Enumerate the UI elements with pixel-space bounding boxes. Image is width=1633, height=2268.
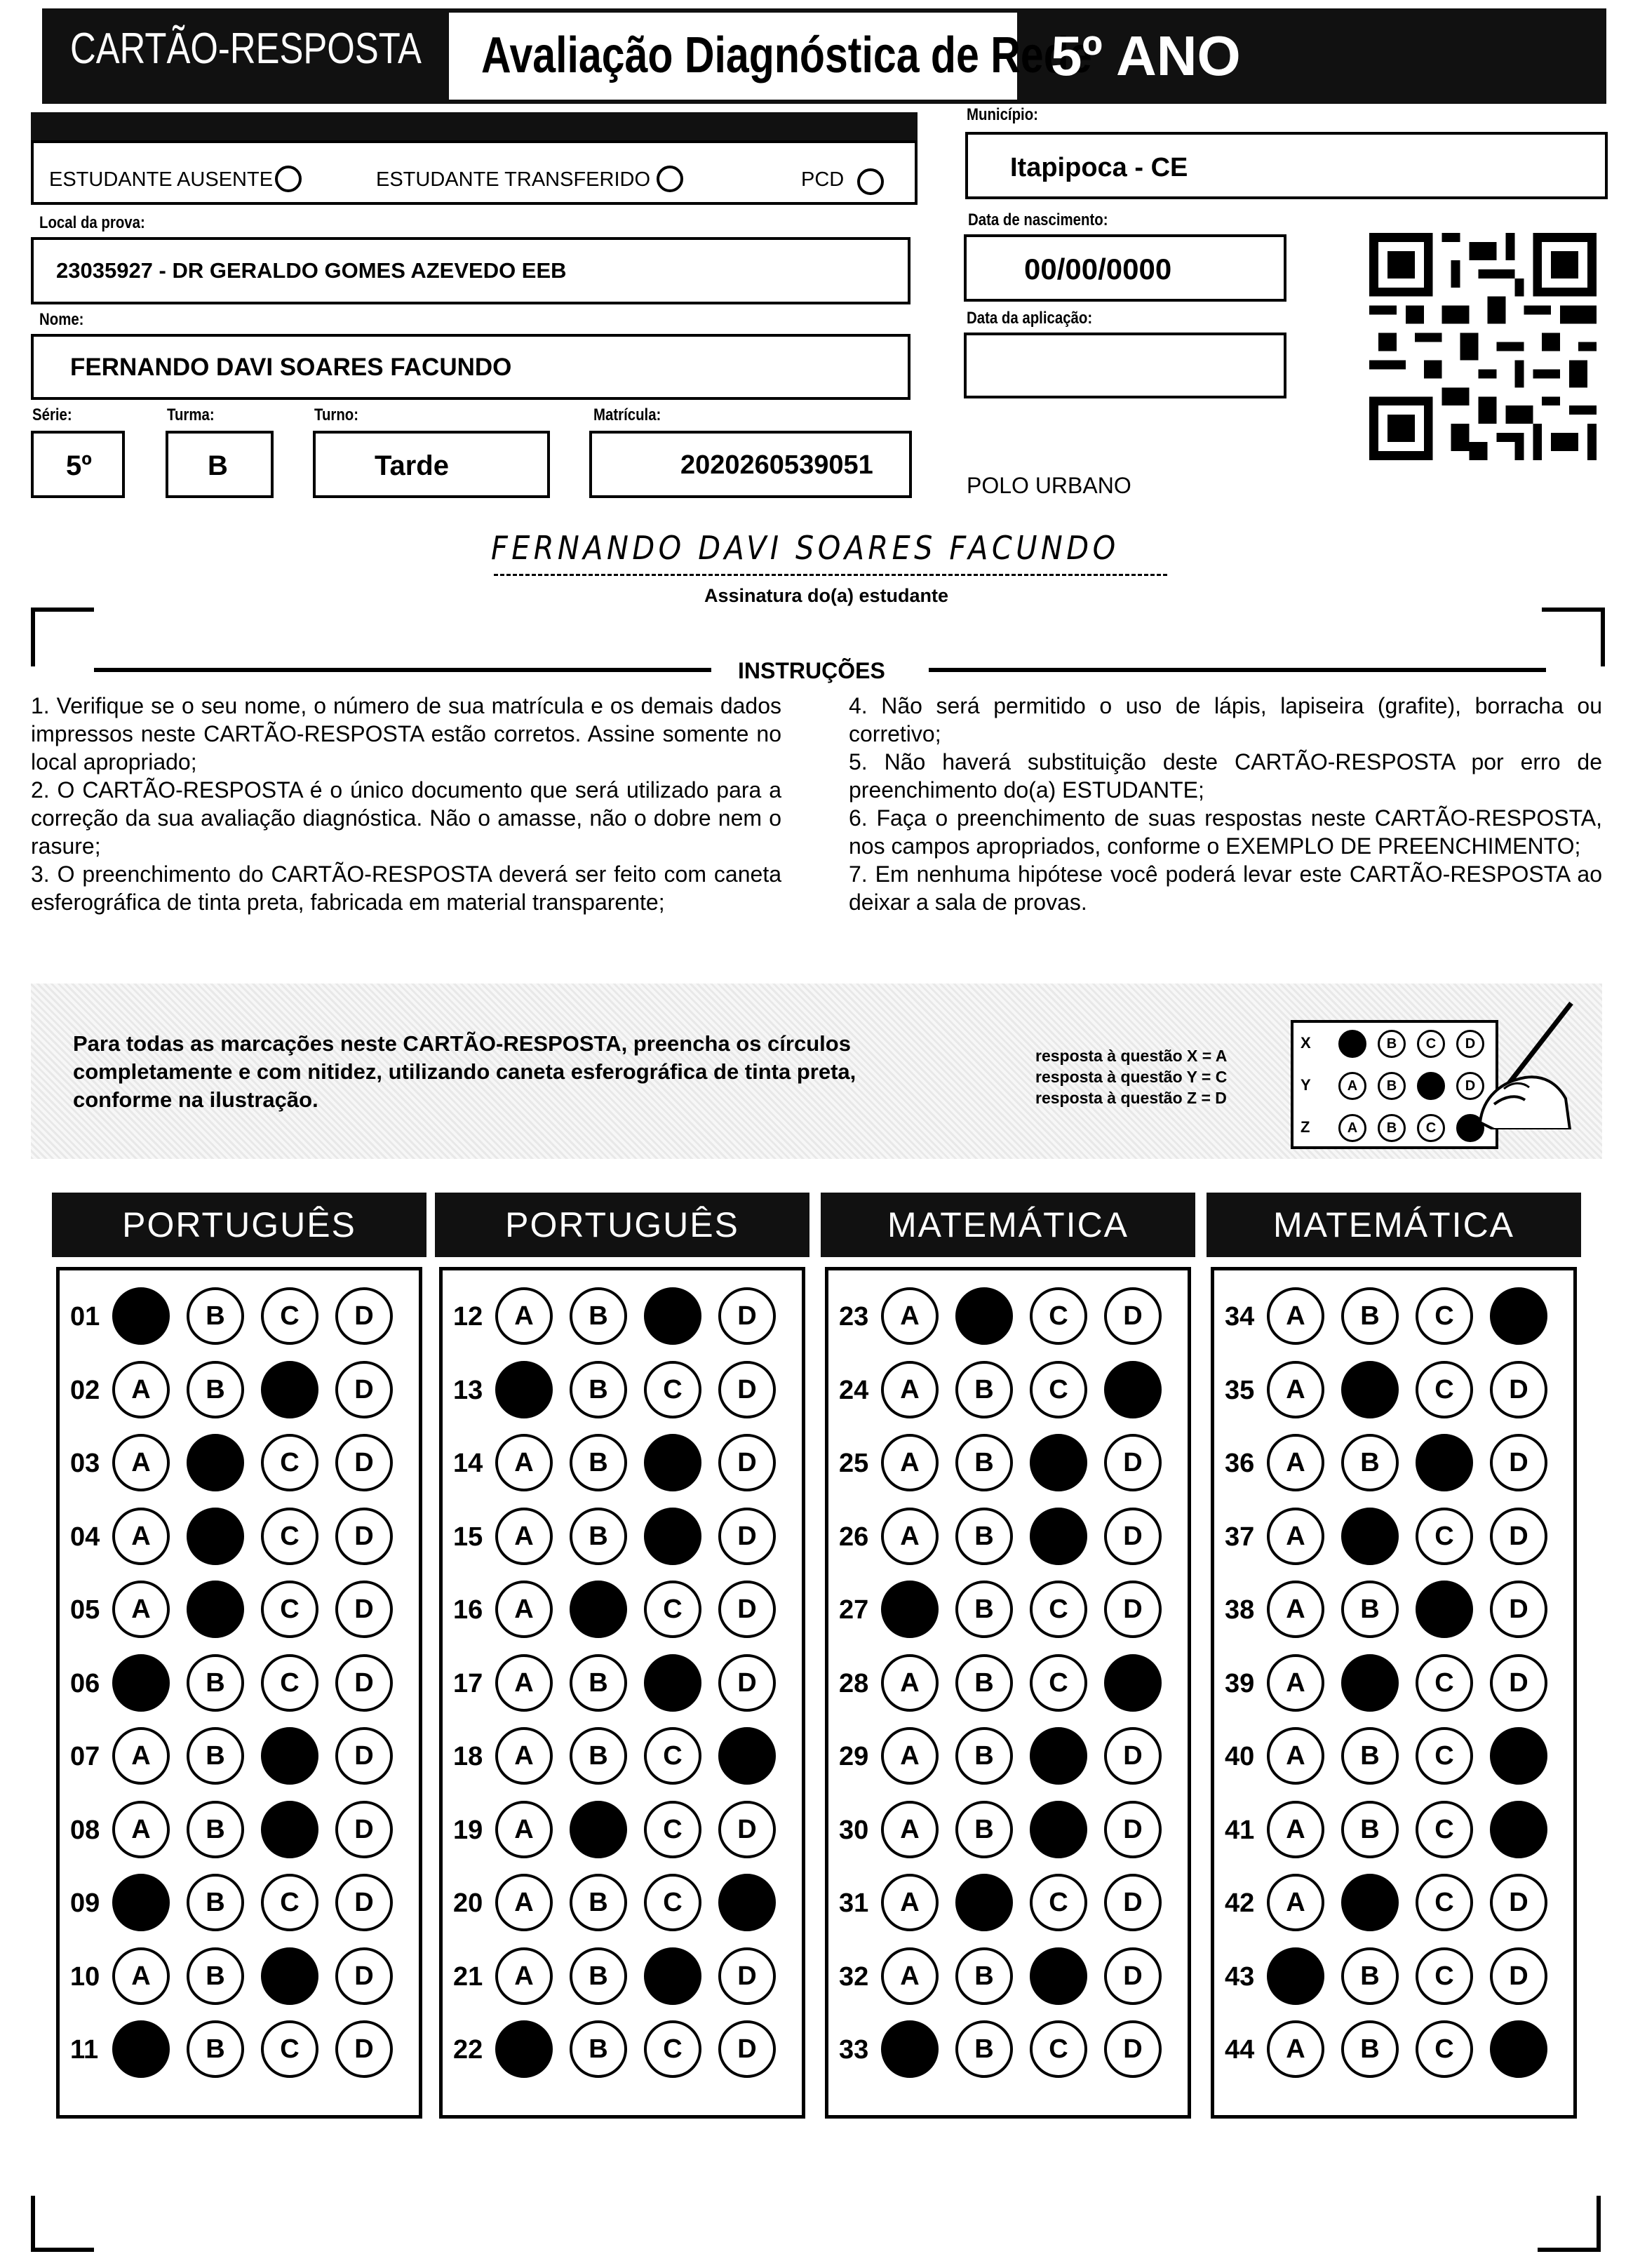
answer-bubble-c[interactable]: C: [1030, 1874, 1087, 1931]
answer-bubble-c[interactable]: C: [1416, 1434, 1473, 1491]
example-bubble-c: C: [1417, 1072, 1445, 1100]
question-number: 31: [839, 1888, 869, 1918]
grade-title: 5º ANO: [1051, 25, 1241, 87]
corner-bottom-right-h: [1538, 2248, 1601, 2252]
corner-top-right-v: [1601, 608, 1605, 666]
answer-bubble-a[interactable]: A: [1267, 1654, 1324, 1712]
question-number: 01: [70, 1302, 100, 1331]
answer-bubble-c[interactable]: C: [644, 1361, 701, 1418]
answer-bubble-c[interactable]: C: [1416, 2020, 1473, 2078]
answer-bubble-c[interactable]: C: [1416, 1654, 1473, 1712]
answer-bubble-c[interactable]: C: [1030, 1287, 1087, 1345]
local-label: Local da prova:: [39, 213, 145, 232]
answer-bubble-d[interactable]: D: [1104, 2020, 1162, 2078]
answer-bubble-a[interactable]: A: [1267, 1727, 1324, 1785]
example-bubble-a: A: [1338, 1030, 1366, 1058]
answer-bubble-a[interactable]: A: [495, 2020, 553, 2078]
example-bubble-d: D: [1456, 1030, 1484, 1058]
answer-bubble-d[interactable]: D: [335, 1434, 393, 1491]
answer-bubble-c[interactable]: C: [644, 1654, 701, 1712]
answer-bubble-b[interactable]: B: [187, 1727, 244, 1785]
answer-bubble-c[interactable]: C: [1030, 2020, 1087, 2078]
answer-bubble-d[interactable]: D: [1104, 1874, 1162, 1931]
question-number: 41: [1225, 1815, 1255, 1845]
answer-bubble-d[interactable]: D: [335, 1581, 393, 1638]
answer-bubble-d[interactable]: D: [718, 1287, 776, 1345]
answer-bubble-c[interactable]: C: [1416, 1727, 1473, 1785]
answer-bubble-d[interactable]: D: [718, 1361, 776, 1418]
absent-label: ESTUDANTE AUSENTE: [49, 168, 274, 191]
answer-bubble-b[interactable]: B: [955, 1508, 1013, 1565]
hand-pen-illustration: [1452, 999, 1575, 1129]
answer-bubble-c[interactable]: C: [1030, 1947, 1087, 2005]
example-bubble-a: A: [1338, 1072, 1366, 1100]
answer-bubble-a[interactable]: A: [881, 1801, 939, 1858]
answer-bubble-b[interactable]: B: [187, 2020, 244, 2078]
example-row-key: X: [1301, 1034, 1311, 1052]
answer-bubble-a[interactable]: A: [881, 1654, 939, 1712]
question-number: 20: [453, 1888, 483, 1918]
answer-bubble-d[interactable]: D: [718, 1654, 776, 1712]
corner-bottom-left-v: [31, 2196, 35, 2252]
absent-radio[interactable]: [275, 166, 302, 192]
answer-bubble-a[interactable]: A: [881, 1727, 939, 1785]
answer-bubble-a[interactable]: A: [1267, 1287, 1324, 1345]
answer-bubble-d[interactable]: D: [718, 1434, 776, 1491]
question-number: 04: [70, 1522, 100, 1552]
answer-bubble-a[interactable]: A: [495, 1361, 553, 1418]
question-number: 19: [453, 1815, 483, 1845]
answer-bubble-b[interactable]: B: [1341, 1654, 1399, 1712]
instructions-rule-right: [929, 668, 1546, 672]
student-signature: FERNANDO DAVI SOARES FACUNDO: [491, 529, 1120, 567]
instruction-3: 3. O preenchimento do CARTÃO-RESPOSTA deverá ser feito com caneta esferográfica de tinta preta, fabricada em material transparente;: [31, 861, 781, 915]
answer-bubble-d[interactable]: D: [1490, 1434, 1547, 1491]
answer-bubble-d[interactable]: D: [1104, 1434, 1162, 1491]
answer-bubble-c[interactable]: C: [261, 1581, 318, 1638]
example-legend-x: resposta à questão X = A: [1035, 1047, 1228, 1065]
instruction-2: 2. O CARTÃO-RESPOSTA é o único documento que será utilizado para a correção da sua avaliação diagnóstica. Não o amasse, não o dobre nem o rasure;: [31, 777, 781, 859]
answer-bubble-a[interactable]: A: [112, 1581, 170, 1638]
answer-bubble-d[interactable]: D: [1490, 1508, 1547, 1565]
instructions-title: INSTRUÇÕES: [738, 658, 885, 683]
signature-line: [494, 574, 1167, 576]
answer-bubble-c[interactable]: C: [644, 1508, 701, 1565]
corner-top-right-h: [1542, 608, 1605, 612]
answer-bubble-d[interactable]: D: [1104, 1581, 1162, 1638]
answer-bubble-c[interactable]: C: [644, 1581, 701, 1638]
question-number: 26: [839, 1522, 869, 1552]
example-bubble-d: D: [1456, 1114, 1484, 1142]
answer-bubble-a[interactable]: A: [112, 1947, 170, 2005]
answer-bubble-d[interactable]: D: [718, 1727, 776, 1785]
answer-bubble-c[interactable]: C: [1416, 1508, 1473, 1565]
answer-bubble-d[interactable]: D: [1490, 1654, 1547, 1712]
answer-bubble-b[interactable]: B: [955, 1287, 1013, 1345]
nome-value: FERNANDO DAVI SOARES FACUNDO: [70, 354, 512, 381]
question-number: 17: [453, 1668, 483, 1698]
answer-bubble-d[interactable]: D: [718, 1581, 776, 1638]
answer-bubble-b[interactable]: B: [187, 1508, 244, 1565]
turno-label: Turno:: [314, 405, 359, 424]
question-number: 30: [839, 1815, 869, 1845]
answer-bubble-d[interactable]: D: [1490, 2020, 1547, 2078]
section-header: MATEMÁTICA: [821, 1193, 1195, 1257]
question-number: 33: [839, 2035, 869, 2065]
answer-bubble-a[interactable]: A: [112, 1801, 170, 1858]
section-header: PORTUGUÊS: [52, 1193, 426, 1257]
question-number: 09: [70, 1888, 100, 1918]
answer-bubble-b[interactable]: B: [955, 1801, 1013, 1858]
answer-bubble-c[interactable]: C: [1030, 1727, 1087, 1785]
answer-bubble-c[interactable]: C: [261, 1508, 318, 1565]
question-number: 44: [1225, 2035, 1255, 2065]
question-number: 29: [839, 1742, 869, 1771]
answer-bubble-a[interactable]: A: [495, 1947, 553, 2005]
answer-bubble-b[interactable]: B: [955, 1434, 1013, 1491]
answer-bubble-b[interactable]: B: [570, 1874, 627, 1931]
example-bubble-c: C: [1417, 1030, 1445, 1058]
turma-label: Turma:: [167, 405, 215, 424]
question-number: 06: [70, 1668, 100, 1698]
question-number: 16: [453, 1595, 483, 1625]
answer-bubble-a[interactable]: A: [881, 1874, 939, 1931]
answer-bubble-a[interactable]: A: [112, 1361, 170, 1418]
instruction-5: 5. Não haverá substituição deste CARTÃO-RESPOSTA por erro de preenchimento do(a) ESTUDANTE;: [849, 749, 1602, 803]
answer-bubble-c[interactable]: C: [1030, 1508, 1087, 1565]
answer-bubble-c[interactable]: C: [261, 1801, 318, 1858]
answer-bubble-d[interactable]: D: [1104, 1654, 1162, 1712]
question-number: 14: [453, 1449, 483, 1478]
answer-bubble-a[interactable]: A: [1267, 1801, 1324, 1858]
answer-bubble-b[interactable]: B: [570, 1581, 627, 1638]
answer-bubble-a[interactable]: A: [1267, 1581, 1324, 1638]
answer-bubble-a[interactable]: A: [495, 1801, 553, 1858]
question-number: 18: [453, 1742, 483, 1771]
question-number: 36: [1225, 1449, 1255, 1478]
question-number: 32: [839, 1961, 869, 1992]
answer-bubble-a[interactable]: A: [495, 1654, 553, 1712]
answer-bubble-a[interactable]: A: [1267, 1508, 1324, 1565]
answer-bubble-b[interactable]: B: [187, 1654, 244, 1712]
answer-bubble-b[interactable]: B: [187, 1947, 244, 2005]
answer-bubble-b[interactable]: B: [187, 1434, 244, 1491]
answer-bubble-b[interactable]: B: [570, 1434, 627, 1491]
question-number: 21: [453, 1961, 483, 1992]
question-number: 39: [1225, 1668, 1255, 1698]
example-bubble-d: D: [1456, 1072, 1484, 1100]
answer-bubble-b[interactable]: B: [955, 1727, 1013, 1785]
answer-bubble-c[interactable]: C: [1030, 1361, 1087, 1418]
question-number: 40: [1225, 1742, 1255, 1771]
answer-bubble-d[interactable]: D: [1490, 1581, 1547, 1638]
answer-bubble-a[interactable]: A: [495, 1508, 553, 1565]
corner-bottom-left-h: [31, 2248, 94, 2252]
instruction-7: 7. Em nenhuma hipótese você poderá levar este CARTÃO-RESPOSTA ao deixar a sala de provas.: [849, 861, 1602, 915]
question-number: 10: [70, 1961, 100, 1992]
answer-bubble-c[interactable]: C: [1416, 1874, 1473, 1931]
answer-bubble-b[interactable]: B: [570, 1654, 627, 1712]
answer-bubble-a[interactable]: A: [1267, 1874, 1324, 1931]
answer-bubble-c[interactable]: C: [1030, 1654, 1087, 1712]
serie-value: 5º: [66, 450, 92, 481]
polo-label: POLO URBANO: [967, 473, 1131, 498]
answer-bubble-d[interactable]: D: [1490, 1727, 1547, 1785]
example-instruction: Para todas as marcações neste CARTÃO-RESPOSTA, preencha os círculos completamente e com nitidez, utilizando caneta esferográfica de tinta preta, conforme na ilustração.: [73, 1031, 856, 1112]
answer-bubble-d[interactable]: D: [1104, 1361, 1162, 1418]
nome-label: Nome:: [39, 310, 84, 329]
answer-bubble-b[interactable]: B: [1341, 2020, 1399, 2078]
question-number: 07: [70, 1742, 100, 1771]
aplicacao-label: Data da aplicação:: [967, 309, 1093, 328]
corner-top-left-h: [31, 608, 94, 612]
transferred-label: ESTUDANTE TRANSFERIDO: [376, 168, 651, 191]
section-header: MATEMÁTICA: [1207, 1193, 1581, 1257]
example-bubble-b: B: [1378, 1030, 1406, 1058]
question-number: 03: [70, 1449, 100, 1478]
answer-bubble-b[interactable]: B: [570, 1287, 627, 1345]
answer-bubble-c[interactable]: C: [1416, 1361, 1473, 1418]
answer-bubble-a[interactable]: A: [1267, 2020, 1324, 2078]
corner-top-left-v: [31, 608, 35, 666]
aplicacao-field[interactable]: [964, 333, 1286, 398]
answer-bubble-b[interactable]: B: [955, 1947, 1013, 2005]
question-number: 22: [453, 2035, 483, 2065]
answer-bubble-d[interactable]: D: [1490, 1361, 1547, 1418]
answer-bubble-d[interactable]: D: [1104, 1727, 1162, 1785]
answer-bubble-b[interactable]: B: [1341, 1581, 1399, 1638]
answer-bubble-a[interactable]: A: [495, 1581, 553, 1638]
question-number: 08: [70, 1815, 100, 1845]
answer-bubble-d[interactable]: D: [335, 1801, 393, 1858]
example-bubble-a: A: [1338, 1114, 1366, 1142]
answer-bubble-d[interactable]: D: [718, 1874, 776, 1931]
question-number: 42: [1225, 1888, 1255, 1918]
question-number: 35: [1225, 1375, 1255, 1405]
question-number: 11: [70, 2035, 99, 2065]
answer-bubble-a[interactable]: A: [881, 1361, 939, 1418]
question-number: 13: [453, 1375, 483, 1405]
answer-bubble-c[interactable]: C: [261, 1654, 318, 1712]
answer-bubble-c[interactable]: C: [261, 1287, 318, 1345]
answer-bubble-b[interactable]: B: [1341, 1801, 1399, 1858]
question-number: 02: [70, 1375, 100, 1405]
answer-bubble-b[interactable]: B: [570, 2020, 627, 2078]
answer-bubble-b[interactable]: B: [187, 1801, 244, 1858]
answer-bubble-a[interactable]: A: [112, 1874, 170, 1931]
answer-bubble-a[interactable]: A: [495, 1874, 553, 1931]
answer-bubble-c[interactable]: C: [261, 1361, 318, 1418]
question-number: 12: [453, 1302, 483, 1331]
corner-bottom-right-v: [1597, 2196, 1601, 2252]
answer-bubble-c[interactable]: C: [1416, 1581, 1473, 1638]
answer-bubble-a[interactable]: A: [112, 1287, 170, 1345]
answer-bubble-b[interactable]: B: [955, 1874, 1013, 1931]
answer-bubble-a[interactable]: A: [881, 1947, 939, 2005]
answer-bubble-d[interactable]: D: [335, 1508, 393, 1565]
answer-bubble-c[interactable]: C: [1416, 1801, 1473, 1858]
instruction-1: 1. Verifique se o seu nome, o número de sua matrícula e os demais dados impressos neste CARTÃO-RESPOSTA estão corretos. Assine somente no local apropriado;: [31, 693, 781, 774]
card-title: CARTÃO-RESPOSTA: [70, 25, 422, 73]
answer-bubble-b[interactable]: B: [570, 1727, 627, 1785]
question-number: 15: [453, 1522, 483, 1552]
answer-bubble-c[interactable]: C: [261, 1947, 318, 2005]
answer-bubble-c[interactable]: C: [644, 1287, 701, 1345]
matricula-value: 2020260539051: [680, 450, 873, 480]
example-row-key: Y: [1301, 1076, 1311, 1094]
answer-bubble-b[interactable]: B: [1341, 1874, 1399, 1931]
answer-bubble-c[interactable]: C: [261, 1434, 318, 1491]
turma-value: B: [208, 450, 228, 481]
answer-bubble-a[interactable]: A: [1267, 1361, 1324, 1418]
answer-bubble-c[interactable]: C: [644, 1947, 701, 2005]
example-legend-y: resposta à questão Y = C: [1035, 1068, 1228, 1086]
example-bubble-b: B: [1378, 1114, 1406, 1142]
answer-bubble-d[interactable]: D: [1490, 1874, 1547, 1931]
answer-bubble-d[interactable]: D: [718, 1947, 776, 2005]
instructions-rule-left: [94, 668, 711, 672]
instructions-left: [31, 692, 781, 916]
municipio-label: Município:: [967, 105, 1038, 124]
qr-code: [1369, 233, 1597, 460]
question-number: 34: [1225, 1302, 1255, 1331]
turno-value: Tarde: [375, 450, 449, 481]
answer-bubble-c[interactable]: C: [261, 1727, 318, 1785]
answer-bubble-d[interactable]: D: [718, 1801, 776, 1858]
answer-bubble-c[interactable]: C: [1416, 1947, 1473, 2005]
answer-bubble-b[interactable]: B: [570, 1801, 627, 1858]
question-number: 24: [839, 1375, 869, 1405]
municipio-value: Itapipoca - CE: [1010, 153, 1188, 182]
question-number: 37: [1225, 1522, 1255, 1552]
answer-bubble-a[interactable]: A: [881, 1508, 939, 1565]
pcd-label: PCD: [801, 168, 845, 191]
answer-bubble-d[interactable]: D: [335, 1874, 393, 1931]
question-number: 38: [1225, 1595, 1255, 1625]
question-number: 28: [839, 1668, 869, 1698]
question-number: 23: [839, 1302, 869, 1331]
answer-bubble-c[interactable]: C: [261, 2020, 318, 2078]
answer-bubble-b[interactable]: B: [955, 1361, 1013, 1418]
transferred-radio[interactable]: [657, 166, 683, 192]
answer-bubble-a[interactable]: A: [881, 1287, 939, 1345]
answer-bubble-c[interactable]: C: [1416, 1287, 1473, 1345]
answer-bubble-a[interactable]: A: [112, 2020, 170, 2078]
answer-bubble-b[interactable]: B: [570, 1947, 627, 2005]
example-row-key: Z: [1301, 1118, 1310, 1136]
answer-bubble-d[interactable]: D: [335, 1654, 393, 1712]
answer-bubble-b[interactable]: B: [187, 1581, 244, 1638]
answer-bubble-a[interactable]: A: [881, 2020, 939, 2078]
answer-bubble-c[interactable]: C: [644, 1874, 701, 1931]
answer-bubble-b[interactable]: B: [187, 1874, 244, 1931]
question-number: 25: [839, 1449, 869, 1478]
answer-bubble-a[interactable]: A: [1267, 1434, 1324, 1491]
answer-bubble-b[interactable]: B: [955, 1581, 1013, 1638]
matricula-label: Matrícula:: [593, 405, 661, 424]
answer-bubble-a[interactable]: A: [495, 1727, 553, 1785]
answer-bubble-d[interactable]: D: [335, 1361, 393, 1418]
answer-bubble-b[interactable]: B: [187, 1361, 244, 1418]
answer-bubble-d[interactable]: D: [1490, 1801, 1547, 1858]
instructions-right: [849, 692, 1602, 916]
answer-bubble-d[interactable]: D: [1104, 1287, 1162, 1345]
answer-bubble-b[interactable]: B: [570, 1508, 627, 1565]
signature-caption: Assinatura do(a) estudante: [704, 585, 949, 606]
answer-bubble-a[interactable]: A: [112, 1508, 170, 1565]
answer-bubble-a[interactable]: A: [112, 1434, 170, 1491]
local-value: 23035927 - DR GERALDO GOMES AZEVEDO EEB: [56, 258, 567, 283]
status-strip: [31, 112, 918, 143]
answer-bubble-b[interactable]: B: [955, 2020, 1013, 2078]
question-number: 05: [70, 1595, 100, 1625]
question-number: 27: [839, 1595, 869, 1625]
answer-bubble-d[interactable]: D: [1104, 1947, 1162, 2005]
exam-title: Avaliação Diagnóstica de Rede: [481, 27, 1092, 83]
answer-bubble-d[interactable]: D: [718, 2020, 776, 2078]
answer-bubble-b[interactable]: B: [1341, 1947, 1399, 2005]
answer-bubble-d[interactable]: D: [1104, 1508, 1162, 1565]
answer-bubble-b[interactable]: B: [1341, 1434, 1399, 1491]
answer-bubble-b[interactable]: B: [187, 1287, 244, 1345]
answer-bubble-d[interactable]: D: [1490, 1947, 1547, 2005]
answer-bubble-b[interactable]: B: [955, 1654, 1013, 1712]
example-bubble-c: C: [1417, 1114, 1445, 1142]
answer-bubble-d[interactable]: D: [335, 2020, 393, 2078]
answer-bubble-c[interactable]: C: [1030, 1434, 1087, 1491]
answer-bubble-a[interactable]: A: [495, 1287, 553, 1345]
section-header: PORTUGUÊS: [435, 1193, 809, 1257]
nascimento-label: Data de nascimento:: [968, 210, 1108, 229]
answer-bubble-b[interactable]: B: [1341, 1287, 1399, 1345]
answer-bubble-c[interactable]: C: [644, 2020, 701, 2078]
answer-bubble-a[interactable]: A: [112, 1654, 170, 1712]
question-number: 43: [1225, 1961, 1255, 1992]
answer-bubble-d[interactable]: D: [335, 1727, 393, 1785]
answer-bubble-b[interactable]: B: [1341, 1508, 1399, 1565]
answer-bubble-c[interactable]: C: [644, 1727, 701, 1785]
answer-bubble-a[interactable]: A: [881, 1434, 939, 1491]
answer-bubble-a[interactable]: A: [495, 1434, 553, 1491]
instruction-4: 4. Não será permitido o uso de lápis, lapiseira (grafite), borracha ou corretivo;: [849, 693, 1602, 746]
answer-bubble-d[interactable]: D: [718, 1508, 776, 1565]
answer-bubble-c[interactable]: C: [261, 1874, 318, 1931]
example-legend-z: resposta à questão Z = D: [1035, 1089, 1227, 1107]
answer-bubble-d[interactable]: D: [335, 1287, 393, 1345]
answer-bubble-c[interactable]: C: [644, 1801, 701, 1858]
answer-bubble-d[interactable]: D: [335, 1947, 393, 2005]
example-bubble-b: B: [1378, 1072, 1406, 1100]
answer-bubble-d[interactable]: D: [1104, 1801, 1162, 1858]
answer-bubble-c[interactable]: C: [1030, 1801, 1087, 1858]
answer-bubble-d[interactable]: D: [1490, 1287, 1547, 1345]
nascimento-value: 00/00/0000: [1024, 253, 1172, 286]
answer-bubble-c[interactable]: C: [644, 1434, 701, 1491]
answer-bubble-c[interactable]: C: [1030, 1581, 1087, 1638]
answer-bubble-b[interactable]: B: [570, 1361, 627, 1418]
answer-bubble-b[interactable]: B: [1341, 1361, 1399, 1418]
instruction-6: 6. Faça o preenchimento de suas respostas neste CARTÃO-RESPOSTA, nos campos apropriados, conforme o EXEMPLO DE PREENCHIMENTO;: [849, 805, 1602, 859]
serie-label: Série:: [32, 405, 72, 424]
answer-bubble-a[interactable]: A: [112, 1727, 170, 1785]
pcd-radio[interactable]: [857, 168, 884, 195]
answer-bubble-b[interactable]: B: [1341, 1727, 1399, 1785]
answer-bubble-a[interactable]: A: [1267, 1947, 1324, 2005]
answer-bubble-a[interactable]: A: [881, 1581, 939, 1638]
